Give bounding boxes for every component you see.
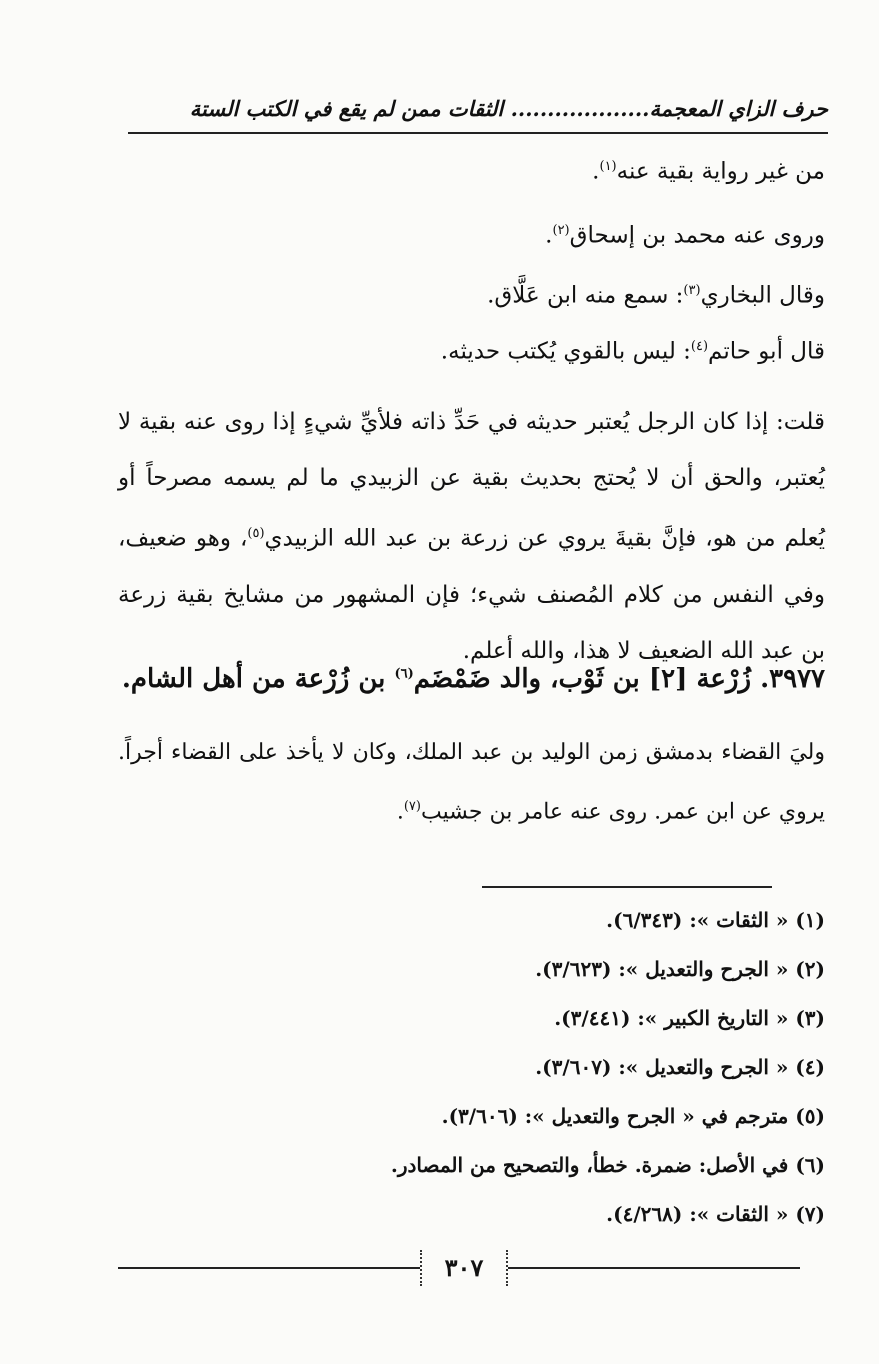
entry-number: ٣٩٧٧. bbox=[760, 664, 825, 694]
footnote-item: (٦) في الأصل: ضمرة. خطأ، والتصحيح من المصادر. bbox=[390, 1153, 825, 1177]
footnote-ref: (٧) bbox=[403, 799, 421, 814]
line-tail: : ليس بالقوي يُكتب حديثه. bbox=[440, 338, 691, 365]
entry-body-text: وليَ القضاء بدمشق زمن الوليد بن عبد الملك، وكان لا يأخذ على القضاء أجراً. يروي عن ابن عمر. روى عنه عامر بن جشيب bbox=[118, 740, 825, 825]
text-line-2 bbox=[545, 224, 825, 248]
footnote-ref: (١) bbox=[599, 159, 617, 174]
entry-name-end: بن زُرْعة من أهل الشام. bbox=[121, 664, 395, 694]
line-tail: : سمع منه ابن عَلَّاق. bbox=[487, 282, 684, 309]
paragraph-text-end: ، وهو ضعيف، وفي النفس من كلام المُصنف شيء؛ فإن المشهور من مشايخ بقية زرعة بن عبد الله الضعيف لا هذا، والله أعلم. bbox=[118, 525, 825, 664]
footnote-ref: (٢) bbox=[552, 223, 570, 238]
text-line-1 bbox=[592, 160, 825, 184]
footnote-item: (١) « الثقات »: (٦/٣٤٣). bbox=[606, 908, 825, 932]
footnote-item: (٣) « التاريخ الكبير »: (٣/٤٤١). bbox=[554, 1006, 825, 1030]
paragraph-text: قلت: إذا كان الرجل يُعتبر حديثه في حَدِّ ذاته فلأيِّ شيءٍ إذا روى عنه بقية لا يُعتبر، والحق أن لا يُحتج بحديث بقية عن الزبيدي ما لم يسمه مصرحاً أو يُعلم من هو، فإنَّ بقيةَ يروي عن زرعة بن عبد الله الزبيدي bbox=[118, 409, 825, 552]
text-line-3 bbox=[487, 284, 825, 308]
commentary-paragraph bbox=[118, 394, 825, 682]
text-line-4 bbox=[441, 340, 825, 364]
running-header-text: حرف الزاي المعجمة................... الثقات ممن لم يقع في الكتب الستة bbox=[189, 96, 828, 121]
footnote-ref: (٤) bbox=[690, 339, 709, 354]
footnote-ref: (٣) bbox=[683, 283, 701, 298]
line-text: قال أبو حاتم bbox=[708, 338, 825, 365]
footnote-ref: (٥) bbox=[247, 526, 265, 541]
line-text: وروى عنه محمد بن إسحاق bbox=[569, 222, 825, 249]
footnote-item: (٥) مترجم في « الجرح والتعديل »: (٣/٦٠٦). bbox=[441, 1104, 825, 1128]
entry-heading bbox=[122, 664, 825, 694]
line-text: وقال البخاري bbox=[700, 282, 825, 309]
footnote-divider bbox=[482, 886, 772, 888]
line-tail: . bbox=[545, 222, 553, 249]
footnote-ref: (٦) bbox=[394, 666, 414, 682]
footnotes-list bbox=[391, 908, 825, 1251]
entry-body bbox=[118, 726, 825, 839]
footnote-item: (٧) « الثقات »: (٤/٢٦٨). bbox=[606, 1202, 825, 1226]
footnote-item: (٤) « الجرح والتعديل »: (٣/٦٠٧). bbox=[535, 1055, 825, 1079]
running-header bbox=[128, 96, 828, 121]
footnote-item: (٢) « الجرح والتعديل »: (٣/٦٢٣). bbox=[535, 957, 825, 981]
entry-body-end: . bbox=[396, 799, 404, 825]
entry-name: زُرْعة [٢] بن ثَوْب، والد ضَمْضَم bbox=[413, 664, 752, 694]
header-divider bbox=[128, 132, 828, 134]
line-text: من غير رواية بقية عنه bbox=[616, 158, 825, 185]
page-number: ٣٠٧ bbox=[420, 1250, 508, 1286]
line-tail: . bbox=[592, 158, 600, 185]
